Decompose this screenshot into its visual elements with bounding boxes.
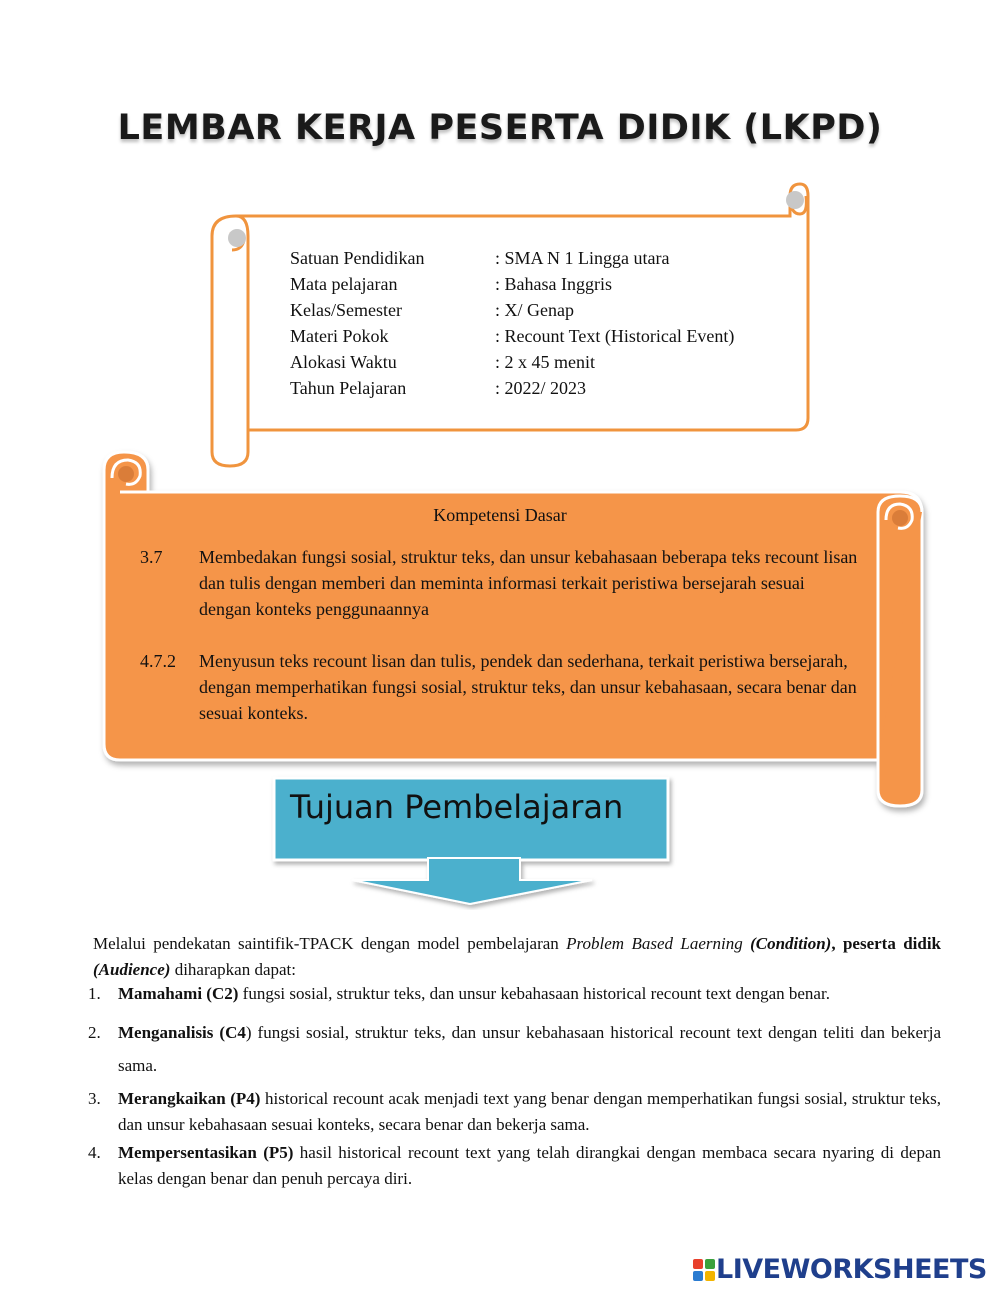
info-row [290,375,734,401]
goal-text: hasil historical recount text yang telah dirangkai dengan membaca secara nyaring di depan kelas dengan benar dan penuh percaya diri. [118,1143,941,1188]
info-label: Kelas/Semester [290,300,402,320]
info-row [290,323,734,349]
goal-text: historical recount acak menjadi text yang benar dengan memperhatikan fungsi sosial, struktur teks, dan unsur kebahasaan sesuai konteks, secara benar dan bekerja sama. [118,1089,941,1134]
intro-paragraph [93,931,941,983]
goal-item [88,1140,941,1192]
goal-number: 2. [88,1023,101,1042]
info-table [290,245,734,401]
kd-number: 4.7.2 [140,651,176,671]
info-label: Satuan Pendidikan [290,248,425,268]
info-scroll-frame [0,0,1000,480]
page-title: LEMBAR KERJA PESERTA DIDIK (LKPD) [117,108,883,148]
info-label: Tahun Pelajaran [290,378,407,398]
intro-text: , peserta didik [831,934,942,953]
kd-item [140,544,860,622]
kd-number: 3.7 [140,547,163,567]
goal-verb: Merangkaikan (P4) [118,1089,261,1108]
kd-item [140,648,860,726]
goal-item [88,1016,941,1082]
intro-audience: (Audience) [93,960,171,979]
tujuan-title: Tujuan Pembelajaran [290,788,624,826]
goal-item [88,1086,941,1138]
info-value: : 2022/ 2023 [495,378,587,398]
goal-verb: Mempersentasikan (P5) [118,1143,294,1162]
info-row [290,349,734,375]
goal-item [88,982,941,1006]
info-row [290,297,734,323]
info-label: Materi Pokok [290,326,389,346]
info-label: Alokasi Waktu [290,352,397,372]
liveworksheets-logo-icon [692,1258,716,1282]
info-value: : SMA N 1 Lingga utara [495,248,670,268]
info-value: : Recount Text (Historical Event) [495,326,735,346]
kd-text: Membedakan fungsi sosial, struktur teks, dan unsur kebahasaan beberapa teks recount lisan dan tulis dengan memberi dan meminta informasi terkait peristiwa bersejarah sesuai dengan konteks penggunaannya [199,547,858,619]
kd-scroll-frame [0,440,1000,820]
goal-text: fungsi sosial, struktur teks, dan unsur kebahasaan historical recount text dengan benar. [238,984,830,1003]
info-row [290,245,734,271]
liveworksheets-wordmark: LIVEWORKSHEETS [716,1254,987,1285]
intro-model: Problem Based Laerning [566,934,743,953]
intro-condition: (Condition) [750,934,832,953]
intro-text: diharapkan dapat: [170,960,296,979]
kd-text: Menyusun teks recount lisan dan tulis, pendek dan sederhana, terkait peristiwa bersejarah, dengan memperhatikan fungsi sosial, struktur teks, dan unsur kebahasaan, secara benar dan sesuai konteks. [199,651,857,723]
goal-text: ) fungsi sosial, struktur teks, dan unsur kebahasaan historical recount text dengan teliti dan bekerja sama. [118,1023,941,1075]
goal-verb: Mamahami (C2) [118,984,239,1003]
goal-number: 4. [88,1143,101,1162]
goal-number: 3. [88,1089,101,1108]
kd-heading: Kompetensi Dasar [433,505,567,525]
goals-list [88,982,941,1192]
liveworksheets-logo [692,1254,987,1285]
info-value: : 2 x 45 menit [495,352,595,372]
goal-verb: Menganalisis (C4 [118,1023,246,1042]
info-value: : Bahasa Inggris [495,274,612,294]
info-value: : X/ Genap [495,300,574,320]
goal-number: 1. [88,984,101,1003]
info-row [290,271,734,297]
info-label: Mata pelajaran [290,274,398,294]
intro-text: Melalui pendekatan saintifik-TPACK dengan model pembelajaran [93,934,567,953]
